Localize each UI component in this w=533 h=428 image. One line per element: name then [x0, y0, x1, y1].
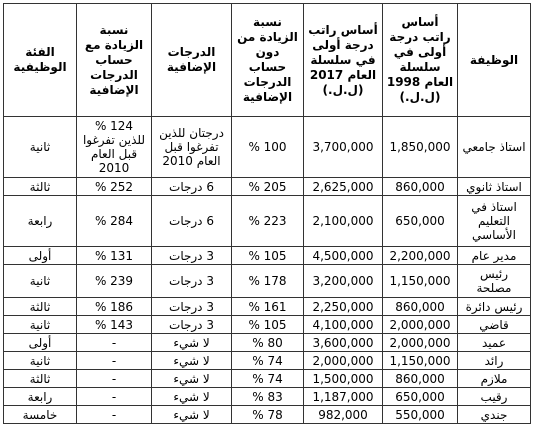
cell-salary-2017: 4,100,000 — [304, 316, 383, 334]
cell-category: ثانية — [4, 316, 77, 334]
cell-salary-1998: 860,000 — [383, 370, 458, 388]
cell-extra-degrees: 6 درجات — [152, 178, 232, 196]
cell-increase: 74 % — [232, 352, 304, 370]
cell-extra-degrees: لا شيء — [152, 334, 232, 352]
table-row — [4, 178, 531, 196]
cell-job: رئيس مصلحة — [458, 265, 531, 298]
table-row — [4, 316, 531, 334]
cell-salary-2017: 2,000,000 — [304, 352, 383, 370]
cell-category: ثانية — [4, 117, 77, 178]
cell-increase-with-extra: 186 % — [77, 298, 152, 316]
cell-job: عميد — [458, 334, 531, 352]
cell-salary-1998: 1,850,000 — [383, 117, 458, 178]
cell-increase-with-extra: 124 % للذين تفرغوا قبل العام 2010 — [77, 117, 152, 178]
cell-salary-1998: 1,150,000 — [383, 352, 458, 370]
cell-increase-with-extra: - — [77, 370, 152, 388]
cell-extra-degrees: درجتان للذين تفرغوا قبل العام 2010 — [152, 117, 232, 178]
cell-increase-with-extra: 143 % — [77, 316, 152, 334]
cell-extra-degrees: لا شيء — [152, 370, 232, 388]
cell-salary-2017: 1,187,000 — [304, 388, 383, 406]
cell-salary-2017: 2,250,000 — [304, 298, 383, 316]
cell-salary-2017: 3,200,000 — [304, 265, 383, 298]
cell-increase-with-extra: 252 % — [77, 178, 152, 196]
cell-category: أولى — [4, 334, 77, 352]
cell-salary-2017: 1,500,000 — [304, 370, 383, 388]
cell-increase: 105 % — [232, 247, 304, 265]
cell-job: مدير عام — [458, 247, 531, 265]
cell-category: ثالثة — [4, 370, 77, 388]
cell-salary-1998: 650,000 — [383, 388, 458, 406]
cell-salary-1998: 550,000 — [383, 406, 458, 424]
cell-salary-2017: 3,700,000 — [304, 117, 383, 178]
cell-increase: 105 % — [232, 316, 304, 334]
cell-increase: 74 % — [232, 370, 304, 388]
cell-increase-with-extra: - — [77, 334, 152, 352]
cell-increase-with-extra: 131 % — [77, 247, 152, 265]
cell-increase: 83 % — [232, 388, 304, 406]
cell-increase: 78 % — [232, 406, 304, 424]
cell-salary-1998: 860,000 — [383, 298, 458, 316]
cell-job: استاذ في التعليم الأساسي — [458, 196, 531, 247]
cell-increase-with-extra: 239 % — [77, 265, 152, 298]
cell-increase-with-extra: - — [77, 406, 152, 424]
table-row — [4, 298, 531, 316]
cell-increase: 100 % — [232, 117, 304, 178]
cell-category: رابعة — [4, 196, 77, 247]
cell-salary-2017: 4,500,000 — [304, 247, 383, 265]
cell-category: خامسة — [4, 406, 77, 424]
table-row — [4, 388, 531, 406]
cell-increase: 205 % — [232, 178, 304, 196]
salary-table — [3, 3, 531, 424]
cell-category: ثالثة — [4, 178, 77, 196]
cell-job: استاذ ثانوي — [458, 178, 531, 196]
header-extra-degrees: الدرجات الإضافية — [152, 4, 232, 117]
cell-increase: 80 % — [232, 334, 304, 352]
cell-category: ثالثة — [4, 298, 77, 316]
cell-increase-with-extra: - — [77, 388, 152, 406]
cell-extra-degrees: 6 درجات — [152, 196, 232, 247]
header-increase-with-extra: نسبة الزيادة مع حساب الدرجات الإضافية — [77, 4, 152, 117]
table-row — [4, 370, 531, 388]
cell-increase: 178 % — [232, 265, 304, 298]
table-row — [4, 334, 531, 352]
cell-salary-1998: 2,000,000 — [383, 334, 458, 352]
cell-job: جندي — [458, 406, 531, 424]
table-row — [4, 406, 531, 424]
cell-increase: 161 % — [232, 298, 304, 316]
cell-salary-1998: 2,200,000 — [383, 247, 458, 265]
cell-extra-degrees: 3 درجات — [152, 265, 232, 298]
cell-category: ثانية — [4, 352, 77, 370]
cell-salary-1998: 860,000 — [383, 178, 458, 196]
header-salary-1998: أساس راتب درجة أولى في سلسلة العام 1998 (ل.ل.) — [383, 4, 458, 117]
cell-salary-2017: 3,600,000 — [304, 334, 383, 352]
header-row — [4, 4, 531, 117]
cell-job: استاذ جامعي — [458, 117, 531, 178]
table-row — [4, 247, 531, 265]
cell-extra-degrees: لا شيء — [152, 388, 232, 406]
cell-salary-2017: 982,000 — [304, 406, 383, 424]
cell-job: رئيس دائرة — [458, 298, 531, 316]
cell-salary-1998: 650,000 — [383, 196, 458, 247]
table-row — [4, 117, 531, 178]
cell-category: رابعة — [4, 388, 77, 406]
table-row — [4, 196, 531, 247]
header-increase: نسبة الزيادة من دون حساب الدرجات الإضافية — [232, 4, 304, 117]
cell-salary-1998: 1,150,000 — [383, 265, 458, 298]
cell-job: رائد — [458, 352, 531, 370]
cell-increase: 223 % — [232, 196, 304, 247]
header-category: الفئة الوظيفية — [4, 4, 77, 117]
header-job: الوظيفة — [458, 4, 531, 117]
cell-extra-degrees: 3 درجات — [152, 247, 232, 265]
cell-salary-1998: 2,000,000 — [383, 316, 458, 334]
cell-category: ثانية — [4, 265, 77, 298]
cell-extra-degrees: لا شيء — [152, 406, 232, 424]
table-row — [4, 352, 531, 370]
table-row — [4, 265, 531, 298]
cell-increase-with-extra: 284 % — [77, 196, 152, 247]
cell-increase-with-extra: - — [77, 352, 152, 370]
cell-extra-degrees: 3 درجات — [152, 316, 232, 334]
cell-category: أولى — [4, 247, 77, 265]
cell-extra-degrees: 3 درجات — [152, 298, 232, 316]
header-salary-2017: أساس راتب درجة أولى في سلسلة العام 2017 (ل.ل.) — [304, 4, 383, 117]
cell-job: رقيب — [458, 388, 531, 406]
cell-extra-degrees: لا شيء — [152, 352, 232, 370]
cell-salary-2017: 2,625,000 — [304, 178, 383, 196]
cell-job: ملازم — [458, 370, 531, 388]
cell-salary-2017: 2,100,000 — [304, 196, 383, 247]
cell-job: قاضي — [458, 316, 531, 334]
